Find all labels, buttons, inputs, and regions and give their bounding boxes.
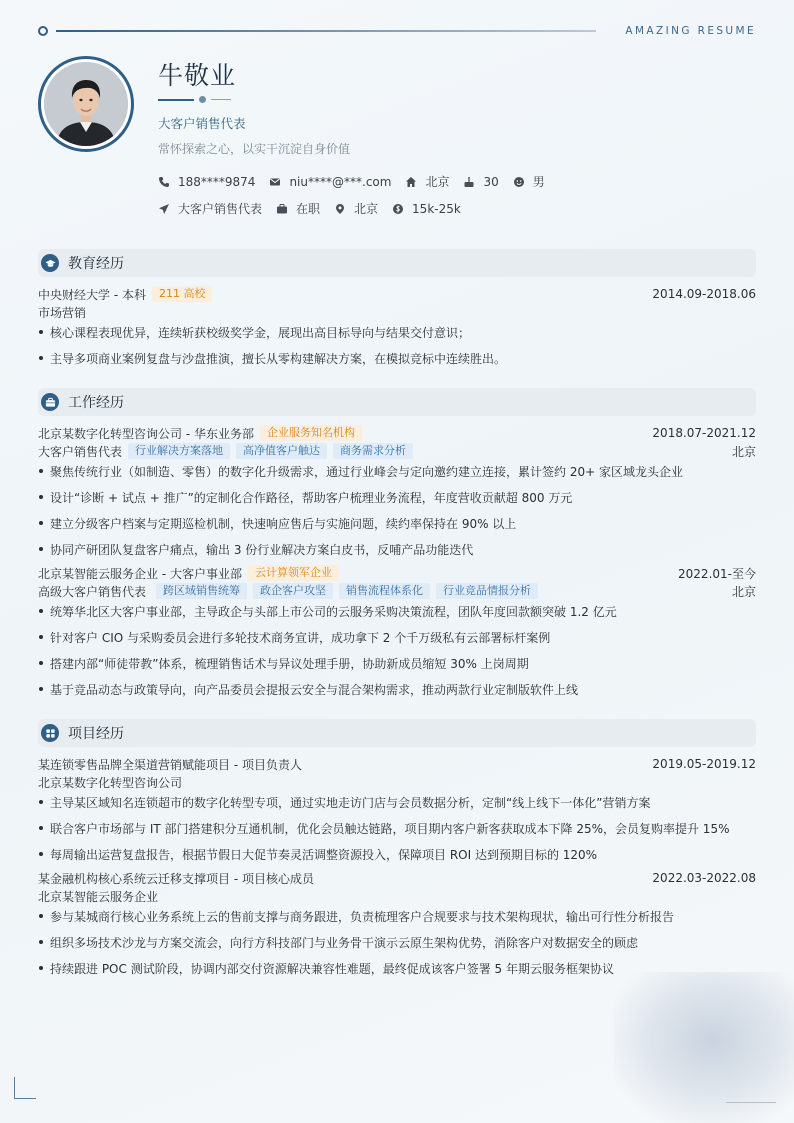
money-icon xyxy=(392,203,404,215)
ring-icon xyxy=(38,26,48,36)
list-item: 搭建内部“师徒带教”体系，梳理销售话术与异议处理手册，协助新成员缩短 30% 上岗周期 xyxy=(38,654,756,672)
project-header-row xyxy=(38,869,756,887)
location-pin-icon xyxy=(334,203,346,215)
project-date: 2019.05-2019.12 xyxy=(652,757,756,771)
skill-tag: 政企客户攻坚 xyxy=(253,583,333,599)
background-blur-decoration xyxy=(614,972,794,1123)
list-item: 针对客户 CIO 与采购委员会进行多轮技术商务宣讲，成功拿下 2 个千万级私有云部署标杆案例 xyxy=(38,628,756,646)
project-section-header xyxy=(38,719,756,747)
job-header-row xyxy=(38,564,756,582)
home-icon xyxy=(405,176,417,188)
name-decoration xyxy=(158,96,238,104)
list-item: 基于竞品动态与政策导向，向产品委员会提报云安全与混合架构需求，推动两款行业定制版软件上线 xyxy=(38,680,756,698)
list-item: 每周输出运营复盘报告，根据节假日大促节奏灵活调整资源投入，保障项目 ROI 达到预期目标的 120% xyxy=(38,845,756,863)
contact-row xyxy=(158,173,559,190)
section-title: 项目经历 xyxy=(68,726,124,742)
email-text: niu****@***.com xyxy=(289,174,392,189)
list-item: 设计“诊断 + 试点 + 推广”的定制化合作路径，帮助客户梳理业务流程，年度营收贡献超 800 万元 xyxy=(38,488,756,506)
company-tag: 云计算领军企业 xyxy=(248,565,339,581)
profile-photo xyxy=(44,62,128,146)
major: 市场营销 xyxy=(38,305,87,320)
skill-tag: 行业解决方案落地 xyxy=(128,443,230,459)
education-section-header xyxy=(38,249,756,277)
status-item xyxy=(276,200,320,217)
list-item: 协同产研团队复盘客户痛点，输出 3 份行业解决方案白皮书，反哺产品功能迭代 xyxy=(38,540,756,558)
project-org-row xyxy=(38,887,756,905)
project-name: 某连锁零售品牌全渠道营销赋能项目 - 项目负责人 xyxy=(38,757,302,772)
list-item: 主导某区域知名连锁超市的数字化转型专项，通过实地走访门店与会员数据分析，定制“线上线下一体化”营销方案 xyxy=(38,793,756,811)
project-org-row xyxy=(38,773,756,791)
city-text: 北京 xyxy=(425,175,450,189)
graduation-cap-icon xyxy=(41,254,59,272)
list-item: 主导多项商业案例复盘与沙盘推演，擅长从零构建解决方案，在模拟竞标中连续胜出。 xyxy=(38,349,756,367)
section-title: 工作经历 xyxy=(68,395,124,411)
header-decoration xyxy=(38,26,598,36)
motto: 常怀探索之心，以实干沉淀自身价值 xyxy=(158,142,351,156)
job-position: 大客户销售代表 xyxy=(38,444,123,459)
phone-item xyxy=(158,175,255,189)
skill-tag: 跨区域销售统筹 xyxy=(156,583,247,599)
list-item: 建立分级客户档案与定期巡检机制，快速响应售后与实施问题，续约率保持在 90% 以上 xyxy=(38,514,756,532)
job-location: 北京 xyxy=(731,444,756,459)
job-position: 高级大客户销售代表 xyxy=(38,584,147,599)
list-item: 核心课程表现优异，连续斩获校级奖学金，展现出高目标导向与结果交付意识； xyxy=(38,323,756,341)
list-item: 组织多场技术沙龙与方案交流会，向行方科技部门与业务骨干演示云原生架构优势，消除客户对数据安全的顾虑 xyxy=(38,933,756,951)
avatar xyxy=(38,56,134,152)
list-item: 持续跟进 POC 测试阶段，协调内部交付资源解决兼容性难题，最终促成该客户签署 5 年期云服务框架协议 xyxy=(38,959,756,977)
section-title: 教育经历 xyxy=(68,256,124,272)
education-date: 2014.09-2018.06 xyxy=(652,287,756,301)
list-item: 聚焦传统行业（如制造、零售）的数字化升级需求，通过行业峰会与定向邀约建立连接，累计签约 20+ 家区域龙头企业 xyxy=(38,462,756,480)
school-name: 中央财经大学 - 本科 xyxy=(38,287,146,302)
school-tag: 211 高校 xyxy=(152,286,213,302)
job-title-row xyxy=(38,442,756,460)
city-item xyxy=(405,173,449,190)
job-title: 大客户销售代表 xyxy=(158,116,246,131)
target-role-item xyxy=(158,200,262,217)
project-org: 北京某智能云服务企业 xyxy=(38,889,159,904)
corner-bracket-decoration xyxy=(14,1077,36,1099)
email-item xyxy=(269,175,391,189)
phone-text: 188****9874 xyxy=(178,174,256,189)
list-item: 参与某城商行核心业务系统上云的售前支撑与商务跟进，负责梳理客户合规要求与技术架构现状，输出可行性分析报告 xyxy=(38,907,756,925)
company-name: 北京某数字化转型咨询公司 - 华东业务部 xyxy=(38,426,254,441)
grid-icon xyxy=(41,724,59,742)
project-org: 北京某数字化转型咨询公司 xyxy=(38,775,183,790)
corner-line-decoration xyxy=(726,1102,776,1103)
list-item: 联合客户市场部与 IT 部门搭建积分互通机制，优化会员触达链路，项目期内客户新客获取成本下降 25%，会员复购率提升 15% xyxy=(38,819,756,837)
major-row xyxy=(38,303,756,321)
project-header-row xyxy=(38,755,756,773)
skill-tag: 高净值客户触达 xyxy=(236,443,327,459)
job-date: 2018.07-2021.12 xyxy=(652,426,756,440)
cake-icon xyxy=(463,176,475,188)
send-icon xyxy=(158,203,170,215)
status-text: 在职 xyxy=(296,202,321,216)
list-item: 统筹华北区大客户事业部，主导政企与头部上市公司的云服务采购决策流程，团队年度回款额突破 1.2 亿元 xyxy=(38,602,756,620)
salary-text: 15k-25k xyxy=(412,201,461,216)
salary-item xyxy=(392,202,461,216)
skill-tag: 商务需求分析 xyxy=(333,443,413,459)
full-name: 牛敬业 xyxy=(158,61,237,90)
work-section-header xyxy=(38,388,756,416)
briefcase-icon xyxy=(276,203,288,215)
age-text: 30 xyxy=(483,174,499,189)
briefcase-icon xyxy=(41,393,59,411)
skill-tag: 行业竞品情报分析 xyxy=(436,583,538,599)
job-date: 2022.01-至今 xyxy=(678,566,756,581)
company-name: 北京某智能云服务企业 - 大客户事业部 xyxy=(38,566,242,581)
gender-text: 男 xyxy=(532,175,545,189)
age-item xyxy=(463,175,498,189)
mail-icon xyxy=(269,176,281,188)
target-role-text: 大客户销售代表 xyxy=(178,202,263,216)
job-header-row xyxy=(38,424,756,442)
education-header-row xyxy=(38,285,756,303)
phone-icon xyxy=(158,176,170,188)
target-city-text: 北京 xyxy=(354,202,379,216)
job-location: 北京 xyxy=(731,584,756,599)
job-title-row xyxy=(38,582,756,600)
project-name: 某金融机构核心系统云迁移支撑项目 - 项目核心成员 xyxy=(38,871,314,886)
brand-label: AMAZING RESUME xyxy=(625,25,756,37)
smile-icon xyxy=(513,176,525,188)
gender-item xyxy=(513,173,545,190)
company-tag: 企业服务知名机构 xyxy=(260,425,362,441)
target-city-item xyxy=(334,200,378,217)
project-date: 2022.03-2022.08 xyxy=(652,871,756,885)
intent-row xyxy=(158,200,475,217)
header-divider xyxy=(56,30,596,32)
skill-tag: 销售流程体系化 xyxy=(339,583,430,599)
